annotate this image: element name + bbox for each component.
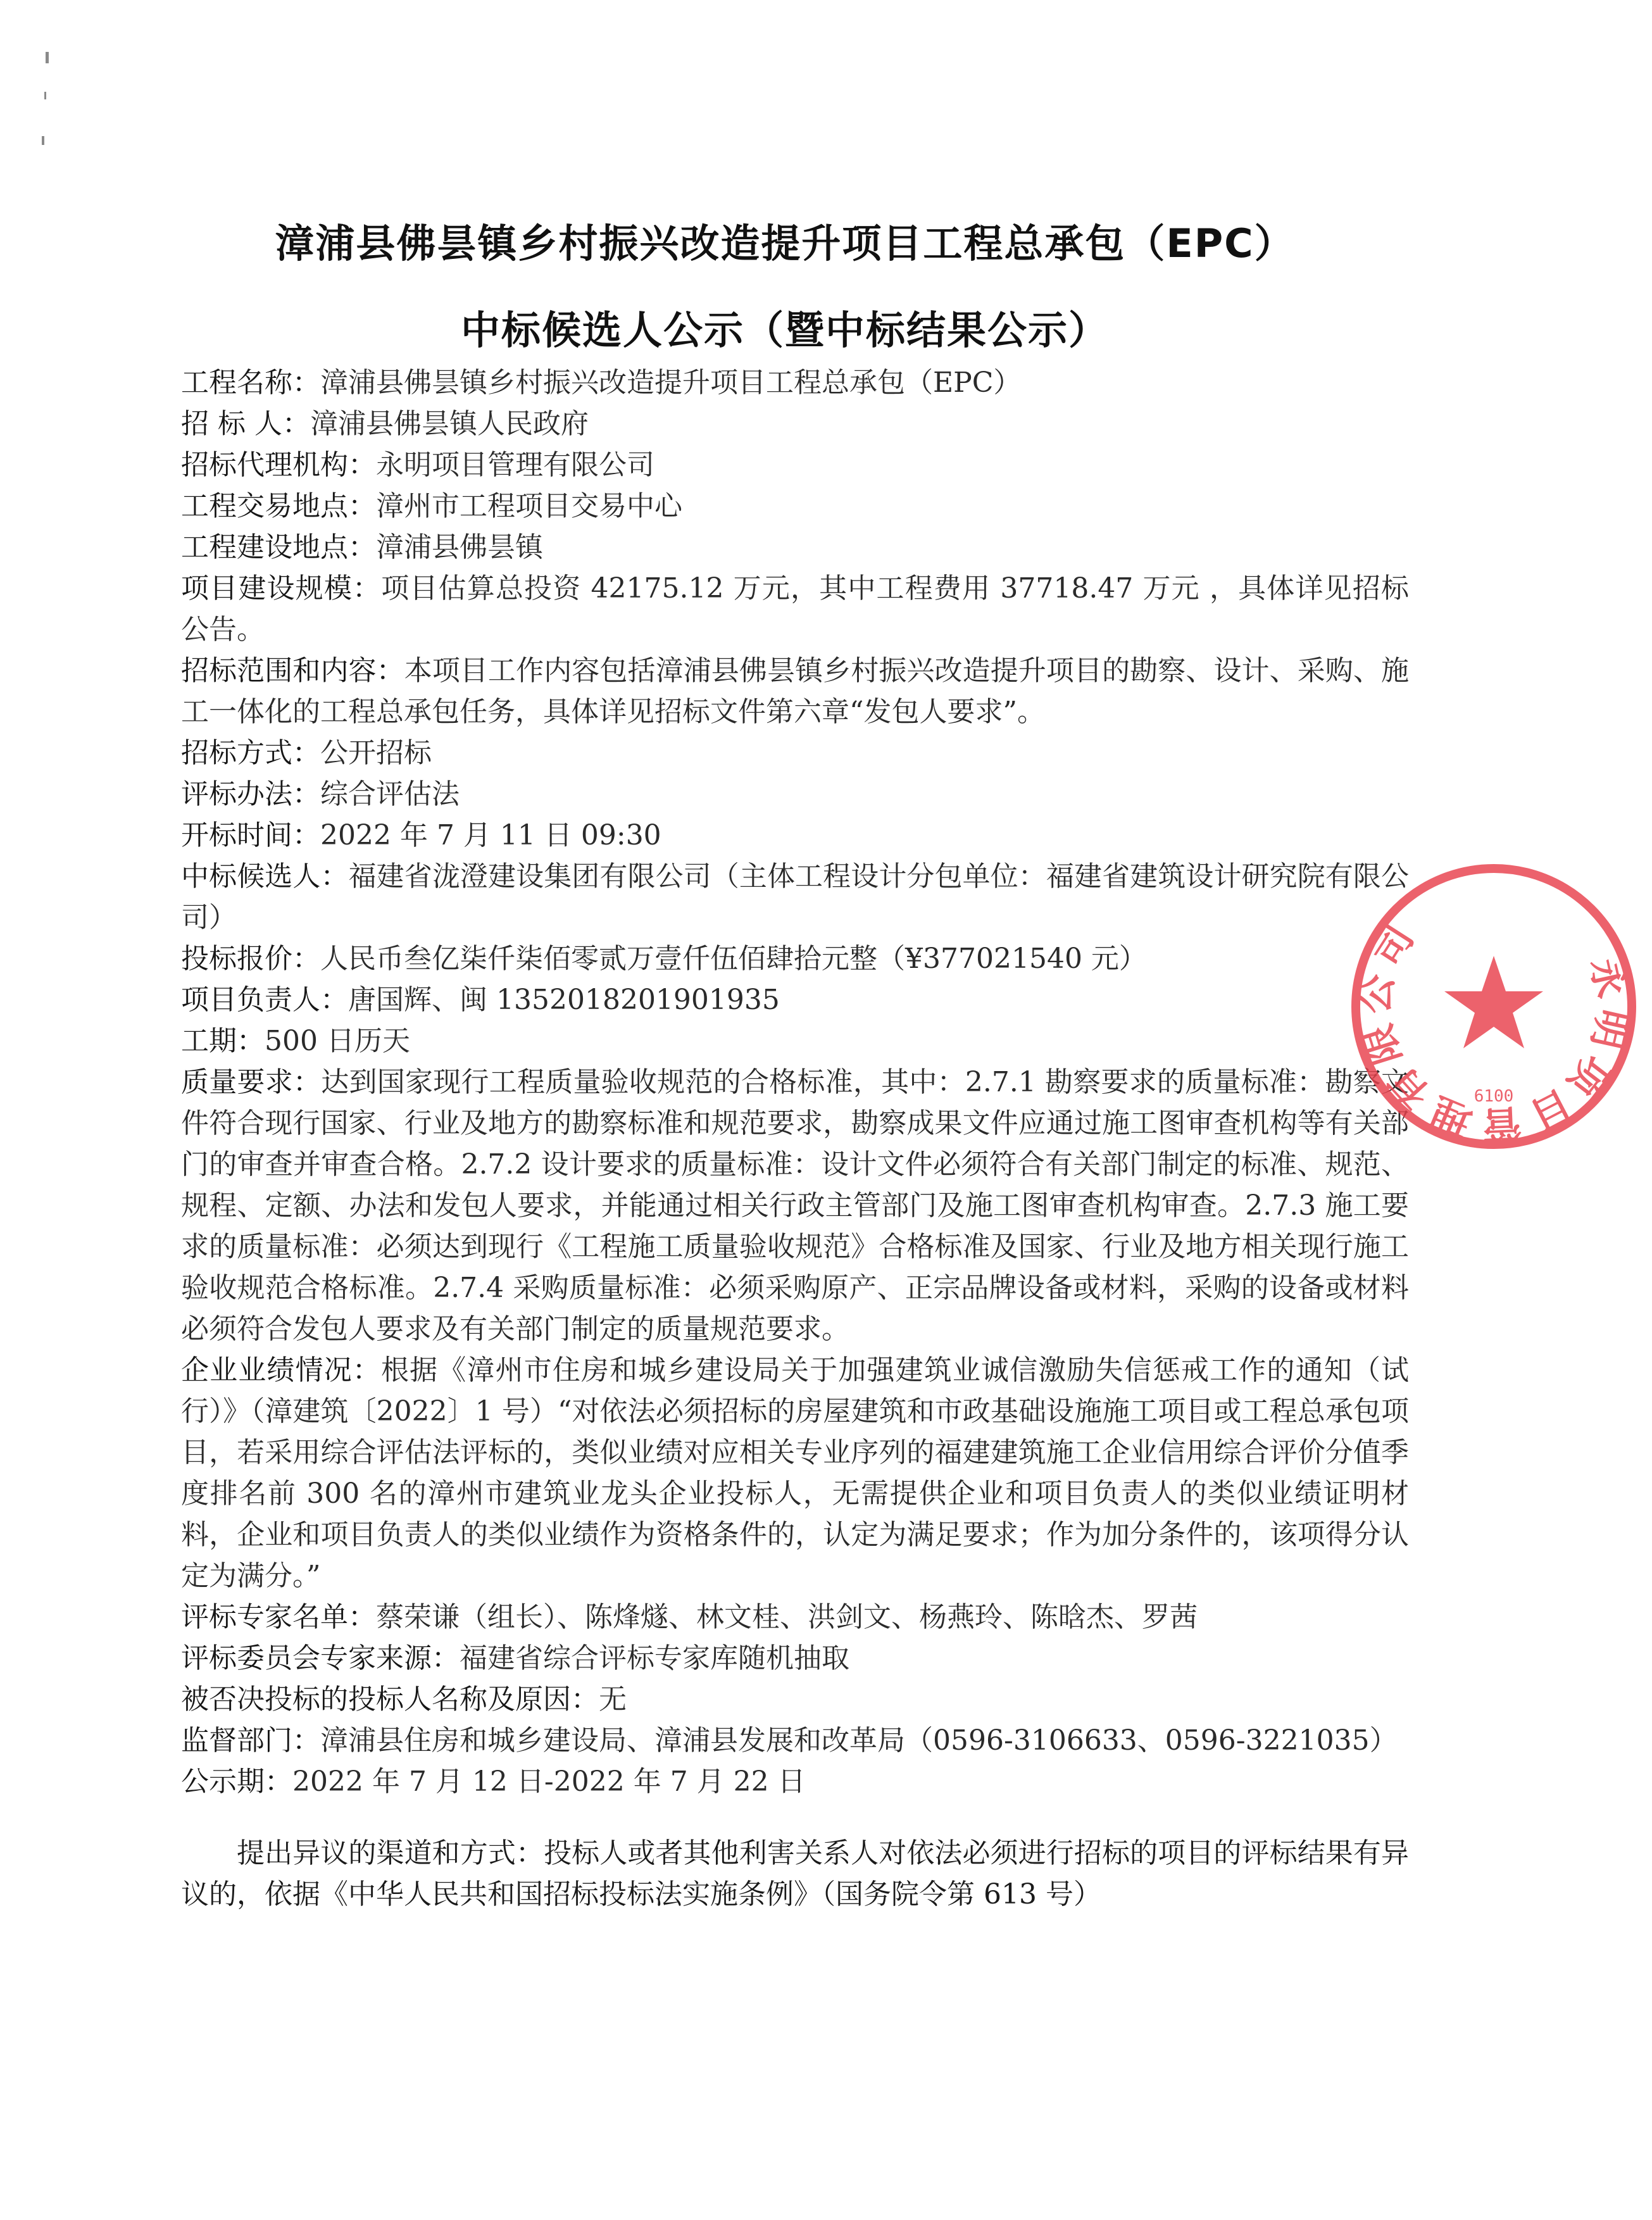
field-label: 评标办法： [181, 778, 320, 810]
field-value: 漳州市工程项目交易中心 [376, 490, 682, 522]
field-candidate [181, 856, 1409, 938]
field-label: 工程交易地点： [181, 490, 376, 522]
field-label: 工期： [181, 1025, 265, 1057]
field-label: 招标范围和内容： [181, 655, 404, 687]
field-period [181, 1761, 1409, 1802]
field-supervision [181, 1720, 1409, 1761]
field-value: 唐国辉、闽 1352018201901935 [348, 984, 780, 1016]
field-label: 开标时间： [181, 819, 320, 851]
field-value: 福建省综合评标专家库随机抽取 [460, 1642, 849, 1674]
field-label: 评标专家名单： [181, 1601, 376, 1633]
field-method [181, 732, 1409, 774]
field-evaluation [181, 774, 1409, 815]
field-label: 被否决投标的投标人名称及原因： [181, 1683, 599, 1715]
field-value: 蔡荣谦（组长）、陈烽燧、林文桂、洪剑文、杨燕玲、陈晗杰、罗茜 [376, 1601, 1198, 1633]
document-title-line1: 漳浦县佛昙镇乡村振兴改造提升项目工程总承包（EPC） [275, 220, 1295, 267]
field-label: 质量要求： [181, 1066, 322, 1098]
paragraph-spacer [181, 1802, 1409, 1833]
field-label: 招标方式： [181, 737, 320, 769]
field-value: 福建省泷澄建设集团有限公司（主体工程设计分包单位：福建省建筑设计研究院有限公司） [181, 860, 1410, 934]
field-value: 漳浦县佛昙镇人民政府 [310, 408, 589, 440]
field-value: 2022 年 7 月 11 日 09:30 [320, 819, 661, 851]
field-label: 中标候选人： [181, 860, 349, 893]
field-performance [181, 1350, 1409, 1596]
field-tenderer [181, 403, 1409, 444]
field-label: 招标代理机构： [181, 449, 376, 481]
field-value: 公开招标 [320, 737, 432, 769]
field-value: 2022 年 7 月 12 日-2022 年 7 月 22 日 [292, 1765, 806, 1798]
field-label: 投标报价： [181, 943, 320, 975]
field-label: 项目负责人： [181, 984, 348, 1016]
svg-text:永明项目管理有限公司: 永明项目管理有限公司 [1351, 911, 1637, 1149]
field-bid-price [181, 938, 1409, 979]
field-duration [181, 1020, 1409, 1062]
field-value: 漳浦县住房和城乡建设局、漳浦县发展和改革局（0596-3106633、0596-3221035） [320, 1724, 1398, 1757]
field-value: 根据《漳州市住房和城乡建设局关于加强建筑业诚信激励失信惩戒工作的通知（试行）》（漳建筑〔2022〕1 号）“对依法必须招标的房屋建筑和市政基础设施施工项目或工程总承包项目，若采用综合评估法评标的，类似业绩对应相关专业序列的福建建筑施工企业信用综合评价分值季度排名前 300 名的漳州市建筑业龙头企业投标人，无需提供企业和项目负责人的类似业绩证明材料，企业和项目负责人的类似业绩作为资格条件的，认定为满足要求；作为加分条件的，该项得分认定为满分。” [181, 1354, 1409, 1592]
field-label: 监督部门： [181, 1724, 320, 1757]
field-project-name [181, 362, 1409, 403]
svg-text:6100: 6100 [1474, 1087, 1514, 1106]
field-value: 漳浦县佛昙镇 [376, 531, 543, 563]
field-quality [181, 1062, 1409, 1350]
field-label: 招 标 人： [181, 408, 310, 440]
field-value: 500 日历天 [265, 1025, 410, 1057]
field-rejected [181, 1679, 1409, 1720]
field-open-time [181, 815, 1409, 856]
document-title-line2: 中标候选人公示（暨中标结果公示） [460, 307, 1109, 353]
field-manager [181, 979, 1409, 1020]
field-scale [181, 568, 1409, 650]
field-experts [181, 1596, 1409, 1638]
field-value: 人民币叁亿柒仟柒佰零贰万壹仟伍佰肆拾元整（¥377021540 元） [320, 943, 1147, 975]
field-label: 公示期： [181, 1765, 292, 1798]
field-label: 工程建设地点： [181, 531, 376, 563]
field-expert-source [181, 1638, 1409, 1679]
field-value: 项目估算总投资 42175.12 万元，其中工程费用 37718.47 万元 ，具体详见招标公告。 [181, 572, 1409, 646]
field-value: 本项目工作内容包括漳浦县佛昙镇乡村振兴改造提升项目的勘察、设计、采购、施工一体化的工程总承包任务，具体详见招标文件第六章“发包人要求”。 [181, 655, 1410, 728]
red-company-seal [1336, 848, 1652, 1165]
field-label: 工程名称： [181, 367, 320, 399]
field-value: 漳浦县佛昙镇乡村振兴改造提升项目工程总承包（EPC） [320, 367, 1022, 399]
field-label: 项目建设规模： [181, 572, 382, 605]
objection-paragraph: 提出异议的渠道和方式：投标人或者其他利害关系人对依法必须进行招标的项目的评标结果有异议的，依据《中华人民共和国招标投标法实施条例》（国务院令第 613 号） [181, 1837, 1409, 1910]
field-label: 评标委员会专家来源： [181, 1642, 460, 1674]
field-trade-place [181, 486, 1409, 527]
field-build-place [181, 527, 1409, 568]
notice-body [181, 362, 1409, 1915]
field-value: 综合评估法 [320, 778, 460, 810]
field-agency [181, 444, 1409, 486]
field-label: 企业业绩情况： [181, 1354, 381, 1386]
field-value: 无 [599, 1683, 627, 1715]
field-value: 达到国家现行工程质量验收规范的合格标准，其中：2.7.1 勘察要求的质量标准：勘察文件符合现行国家、行业及地方的勘察标准和规范要求，勘察成果文件应通过施工图审查机构等有关部门的审查并审查合格。2.7.2 设计要求的质量标准：设计文件必须符合有关部门制定的标准、规范、规程、定额、办法和发包人要求，并能通过相关行政主管部门及施工图审查机构审查。2.7.3 施工要求的质量标准：必须达到现行《工程施工质量验收规范》合格标准及国家、行业及地方相关现行施工验收规范合格标准。2.7.4 采购质量标准：必须采购原产、正宗品牌设备或材料，采购的设备或材料必须符合发包人要求及有关部门制定的质量规范要求。 [181, 1066, 1409, 1345]
field-scope [181, 650, 1409, 732]
field-value: 永明项目管理有限公司 [376, 449, 654, 481]
